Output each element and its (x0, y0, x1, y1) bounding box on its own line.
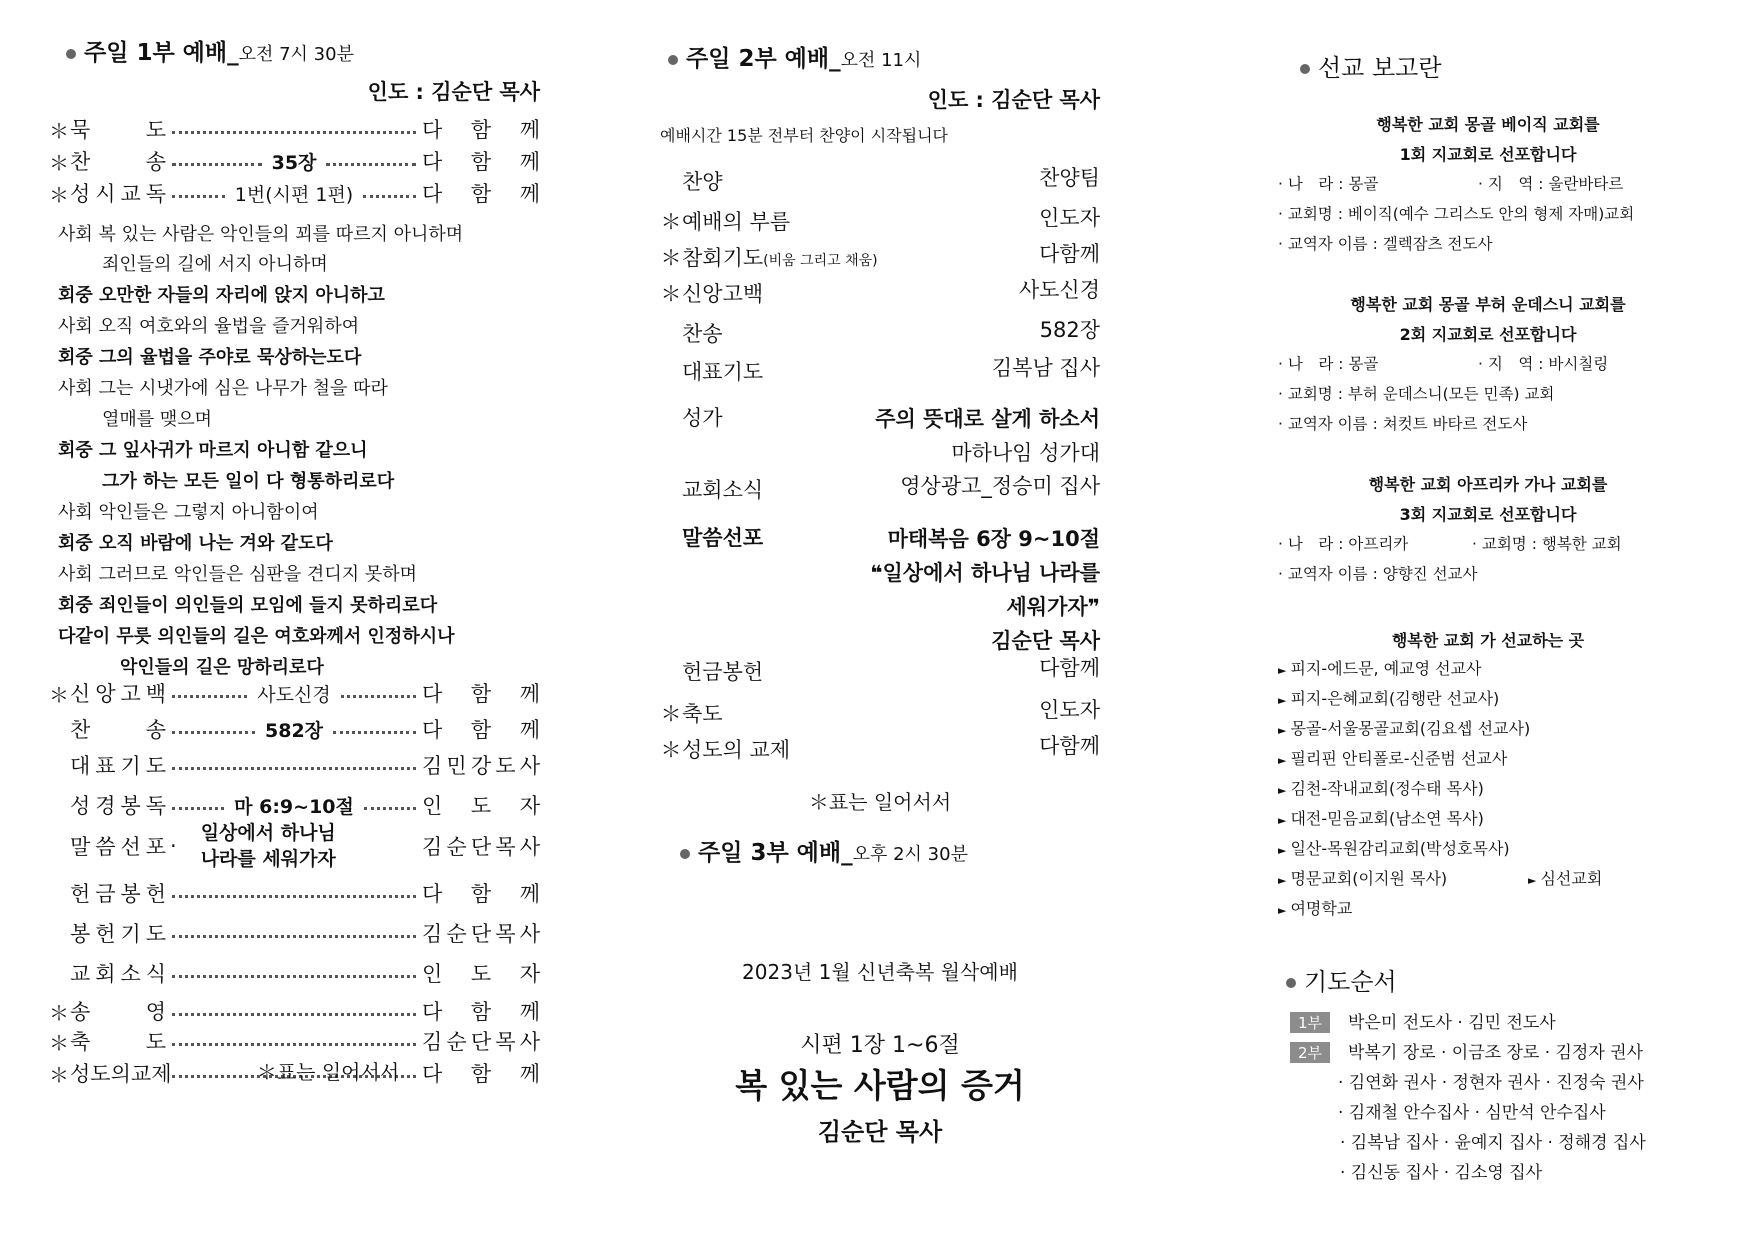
program-item-detail: 사도신경 (257, 683, 331, 706)
mission-places-title: 행복한 교회 가 선교하는 곳 (1391, 631, 1585, 650)
program-item-label: 성 경 봉 독 (70, 794, 166, 818)
prayer-line: · 김신동 집사 · 김소영 집사 (1340, 1163, 1543, 1183)
stand-asterisk: ＊ (49, 682, 69, 707)
program-row (48, 958, 540, 988)
mission-place-item: ► 김천-작내교회(정수태 목사) (1278, 779, 1484, 798)
program-item-label: 봉 헌 기 도 (70, 922, 166, 946)
program-item-person: 김 민 강 도 사 (422, 754, 540, 778)
program-item-person: 인 도 자 (422, 794, 540, 818)
bullet-dot-icon (1286, 978, 1296, 988)
program-row (660, 278, 1100, 308)
triangle-bullet-icon: ► (1278, 814, 1287, 827)
program-item-leader (172, 180, 416, 207)
stand-asterisk: ＊ (49, 1030, 69, 1055)
responsive-line: 회중 오만한 자들의 자리에 앉지 아니하고 (58, 285, 385, 306)
program-item-detail: 582장 (265, 719, 324, 742)
responsive-line: 다같이 무릇 의인들의 길은 여호와께서 인정하시나 (58, 626, 455, 647)
program-item-leader (172, 969, 416, 978)
service1-title: 주일 1부 예배_오전 7시 30분 (66, 34, 354, 67)
mission-report-subtitle: 2회 지교회로 선포합니다 (1399, 325, 1577, 344)
program-item-detail: 마 6:9~10절 (234, 795, 354, 818)
program-item-label: 예배의 부름 (682, 210, 791, 234)
program-row (48, 790, 540, 820)
mission-report-subtitle: 3회 지교회로 선포합니다 (1399, 505, 1577, 524)
program-item-person: 다 함 께 (422, 118, 540, 142)
bullet-dot-icon (668, 55, 678, 65)
program-item-leader (172, 680, 416, 707)
stand-asterisk (660, 356, 682, 386)
program-item-detail: 35장 (271, 151, 317, 174)
program-item-leader (172, 1037, 416, 1046)
prayer-line: · 김연화 권사 · 정현자 권사 · 진정숙 권사 (1338, 1073, 1644, 1093)
program-item-person: 다 함 께 (422, 1062, 540, 1086)
responsive-line: 그가 하는 모든 일이 다 형통하리로다 (102, 471, 395, 492)
stand-asterisk: ＊ (660, 210, 682, 234)
program-item-leader (172, 1007, 416, 1016)
program-item-label: 헌금봉헌 (682, 660, 764, 684)
program-item-person: 인도자 (1039, 698, 1100, 722)
program-row (48, 1026, 540, 1056)
stand-asterisk: ＊ (660, 702, 682, 726)
program-row (48, 918, 540, 948)
service3-title: 주일 3부 예배_오후 2시 30분 (680, 834, 968, 867)
responsive-line: 회중 그의 율법을 주야로 묵상하는도다 (58, 347, 362, 368)
mission-place-item: ► 피지-에드문, 예교영 선교사 (1278, 659, 1482, 678)
stand-asterisk (660, 656, 682, 686)
responsive-line: 회중 그 잎사귀가 마르지 아니함 같으니 (58, 440, 368, 461)
responsive-line: 회중 죄인들이 의인들의 모임에 들지 못하리로다 (58, 595, 438, 616)
prayer-line-1: 1부 박은미 전도사 · 김민 전도사 (1290, 1008, 1556, 1033)
triangle-bullet-icon: ► (1278, 664, 1287, 677)
mission-place-extra: ► 심선교회 (1528, 869, 1603, 888)
program-item-person: 다 함 께 (422, 682, 540, 706)
prayer-line: 2부 박복기 장로 · 이금조 장로 · 김정자 권사 (1290, 1038, 1643, 1063)
mission-report-line: · 나 라 : 아프리카 · 교회명 : 행복한 교회 (1278, 535, 1622, 553)
triangle-bullet-icon: ► (1278, 754, 1287, 767)
program-row (48, 178, 540, 208)
mission-report-title: 행복한 교회 몽골 베이직 교회를 (1376, 115, 1600, 134)
stand-asterisk: ＊ (660, 282, 682, 306)
prayer-badge-1: 1부 (1290, 1012, 1330, 1033)
program-item-label: 찬양 (682, 170, 723, 194)
stand-asterisk (660, 522, 682, 658)
program-item-person: 김 순 단 목 사 (422, 1030, 540, 1054)
program-item-leader (172, 929, 416, 938)
program-item-label: 교회소식 (682, 478, 764, 502)
mission-report-line: · 교회명 : 부허 운데스니(모든 민족) 교회 (1278, 385, 1555, 403)
stand-asterisk: ＊ (49, 150, 69, 175)
triangle-bullet-icon: ► (1278, 844, 1287, 857)
mission-place-item: ► 명문교회(이지원 목사) (1278, 869, 1448, 888)
program-row (660, 474, 1100, 504)
program-row (660, 698, 1100, 728)
responsive-line: 사회 악인들은 그렇지 아니함이여 (58, 502, 319, 523)
program-row (48, 678, 540, 708)
mission-report-line: · 교역자 이름 : 겔렉잠츠 전도사 (1278, 235, 1493, 253)
program-item-label: 성 도 의 교 제 (70, 1062, 172, 1086)
stand-asterisk: ＊ (49, 118, 69, 143)
mission-place-item: ► 피지-은혜교회(김행란 선교사) (1278, 689, 1500, 708)
program-item-label: 교 회 소 식 (70, 962, 166, 986)
stand-asterisk: ＊ (660, 738, 682, 762)
responsive-line: 죄인들의 길에 서지 아니하며 (102, 254, 328, 275)
triangle-bullet-icon: ► (1528, 874, 1537, 887)
program-item-label: 대표기도 (682, 360, 764, 384)
service2-standing-note: ＊표는 일어서서 (808, 790, 952, 814)
program-item-label: 헌 금 봉 헌 (70, 882, 166, 906)
program-item-label: 신앙고백 (682, 282, 764, 306)
program-item-person: 다함께 (1039, 242, 1100, 266)
triangle-bullet-icon: ► (1278, 874, 1287, 887)
program-item-leader (172, 125, 416, 134)
mission-report-line: · 교역자 이름 : 쳐컷트 바타르 전도사 (1278, 415, 1528, 433)
service2-title: 주일 2부 예배_오전 11시 (668, 40, 921, 73)
responsive-line: 사회 오직 여호와의 율법을 즐거워하여 (58, 316, 360, 337)
responsive-line: 회중 오직 바람에 나는 겨와 같도다 (58, 533, 333, 554)
triangle-bullet-icon: ► (1278, 694, 1287, 707)
program-item-person: 582장 (1039, 318, 1100, 342)
program-item-detail: 일상에서 하나님 나라를 세워가자 (200, 822, 336, 870)
program-item-label: 찬 송 (70, 718, 166, 742)
program-item-person: 다 함 께 (422, 718, 540, 742)
program-row (660, 656, 1100, 686)
program-item-person: 인 도 자 (422, 962, 540, 986)
mission-place-item: ► 일산-목원감리교회(박성호목사) (1278, 839, 1510, 858)
program-item-label: 대 표 기 도 (70, 754, 166, 778)
mission-report-subtitle: 1회 지교회로 선포합니다 (1399, 145, 1577, 164)
program-item-person: 마태복음 6장 9~10절 ❝일상에서 하나님 나라를 세워가자❞ 김순단 목사 (870, 527, 1100, 653)
program-item-label: 성도의 교제 (682, 738, 791, 762)
program-item-label: 축도 (682, 702, 723, 726)
program-row (660, 402, 1100, 470)
service1-standing-note: ＊표는 일어서서 (256, 1060, 400, 1084)
responsive-line: 사회 복 있는 사람은 악인들의 꾀를 따르지 아니하며 (58, 224, 464, 245)
service2-pre-note: 예배시간 15분 전부터 찬양이 시작됩니다 (660, 126, 948, 145)
mission-title: 선교 보고란 (1300, 48, 1442, 83)
prayer-line: · 김재철 안수집사 · 심만석 안수집사 (1338, 1103, 1606, 1123)
program-item-person: 다 함 께 (422, 182, 540, 206)
prayer-title: 기도순서 (1286, 962, 1397, 997)
program-item-person: 영상광고_정승미 집사 (900, 474, 1100, 498)
program-row (660, 166, 1100, 196)
mission-report-title: 행복한 교회 몽골 부허 운데스니 교회를 (1350, 295, 1626, 314)
stand-asterisk: ＊ (49, 182, 69, 207)
program-item-person: 다 함 께 (422, 882, 540, 906)
program-item-leader (172, 761, 416, 770)
bullet-dot-icon (1300, 64, 1310, 74)
program-item-leader (172, 792, 416, 819)
program-row (660, 206, 1100, 236)
program-item-label: 찬 송 (70, 150, 166, 174)
program-item-label: 성 시 교 독 (70, 182, 166, 206)
program-row (660, 734, 1100, 764)
program-item-label: 축 도 (70, 1030, 166, 1054)
program-item-person: 다 함 께 (422, 1000, 540, 1024)
program-item-label: 찬송 (682, 322, 723, 346)
prayer-badge-2: 2부 (1290, 1042, 1330, 1063)
service3-preacher: 김순단 목사 (817, 1118, 943, 1146)
program-item-label: 신 앙 고 백 (70, 682, 166, 706)
bullet-dot-icon (66, 49, 76, 59)
program-row (48, 114, 540, 144)
service3-sermon-title: 복 있는 사람의 증거 (735, 1066, 1025, 1105)
program-row (48, 996, 540, 1026)
program-item-person: 찬양팀 (1039, 166, 1100, 190)
program-item-person: 다함께 (1039, 734, 1100, 758)
program-item-person: 김 순 단 목 사 (422, 922, 540, 946)
stand-asterisk: ＊ (49, 1000, 69, 1025)
prayer-line: · 김복남 집사 · 윤예지 집사 · 정해경 집사 (1340, 1133, 1646, 1153)
triangle-bullet-icon: ► (1278, 724, 1287, 737)
program-item-label: 말 씀 선 포 (70, 835, 166, 859)
mission-report-line: · 나 라 : 몽골 · 지 역 : 울란바타르 (1278, 175, 1624, 193)
program-item-person: 주의 뜻대로 살게 하소서 마하나임 성가대 (875, 407, 1100, 465)
program-item-leader: · 일상에서 하나님 나라를 세워가자 (170, 820, 418, 872)
program-row (660, 356, 1100, 386)
service1-leader: 인도 : 김순단 목사 (367, 80, 540, 104)
program-item-label: 송 영 (70, 1000, 166, 1024)
stand-asterisk (660, 166, 682, 196)
responsive-line: 악인들의 길은 망하리로다 (120, 657, 324, 678)
program-row (660, 318, 1100, 348)
program-item-label: 성가 (682, 406, 723, 430)
program-item-detail: 1번(시편 1편) (234, 183, 354, 206)
program-item-leader (172, 889, 416, 898)
program-item-person: 다 함 께 (422, 150, 540, 174)
service2-leader: 인도 : 김순단 목사 (927, 88, 1100, 112)
mission-report-line: · 나 라 : 몽골 · 지 역 : 바시칠링 (1278, 355, 1609, 373)
stand-asterisk (660, 402, 682, 470)
program-item-label: 참회기도(비움 그리고 채움) (682, 246, 878, 270)
bullet-dot-icon (680, 849, 690, 859)
mission-report-title: 행복한 교회 아프리카 가나 교회를 (1368, 475, 1608, 494)
responsive-line: 사회 그러므로 악인들은 심판을 견디지 못하며 (58, 564, 417, 585)
mission-place-item: ► 대전-믿음교회(남소연 목사) (1278, 809, 1484, 828)
stand-asterisk (660, 474, 682, 504)
mission-report-line: · 교역자 이름 : 양향진 선교사 (1278, 565, 1478, 583)
program-row (660, 522, 1100, 658)
program-item-person: 다함께 (1039, 656, 1100, 680)
program-row (660, 242, 1100, 272)
program-row (48, 714, 540, 744)
program-item-person: 김복남 집사 (991, 356, 1100, 380)
service3-scripture: 시편 1장 1~6절 (800, 1033, 960, 1058)
mission-place-item: ► 필리핀 안티폴로-신준범 선교사 (1278, 749, 1508, 768)
program-item-label: 말씀선포 (682, 526, 764, 550)
stand-asterisk: ＊ (660, 246, 682, 270)
mission-report-line: · 교회명 : 베이직(예수 그리스도 안의 형제 자매)교회 (1278, 205, 1635, 223)
mission-place-item: ► 몽골-서울몽골교회(김요셉 선교사) (1278, 719, 1531, 738)
program-row (48, 750, 540, 780)
stand-asterisk (660, 318, 682, 348)
program-row (48, 878, 540, 908)
responsive-line: 사회 그는 시냇가에 심은 나무가 철을 따라 (58, 378, 388, 399)
triangle-bullet-icon: ► (1278, 784, 1287, 797)
mission-place-item: ► 여명학교 (1278, 899, 1353, 918)
triangle-bullet-icon: ► (1278, 904, 1287, 917)
responsive-line: 열매를 맺으며 (102, 409, 213, 430)
program-item-label: 묵 도 (70, 118, 166, 142)
program-item-leader (172, 716, 416, 743)
program-item-person: 사도신경 (1018, 278, 1100, 302)
program-row (48, 818, 540, 874)
service3-event: 2023년 1월 신년축복 월삭예배 (742, 960, 1018, 984)
program-item-leader (172, 148, 416, 175)
program-item-person: 인도자 (1039, 206, 1100, 230)
program-row (48, 146, 540, 176)
stand-asterisk: ＊ (49, 1062, 69, 1087)
program-item-person: 김 순 단 목 사 (422, 835, 540, 859)
